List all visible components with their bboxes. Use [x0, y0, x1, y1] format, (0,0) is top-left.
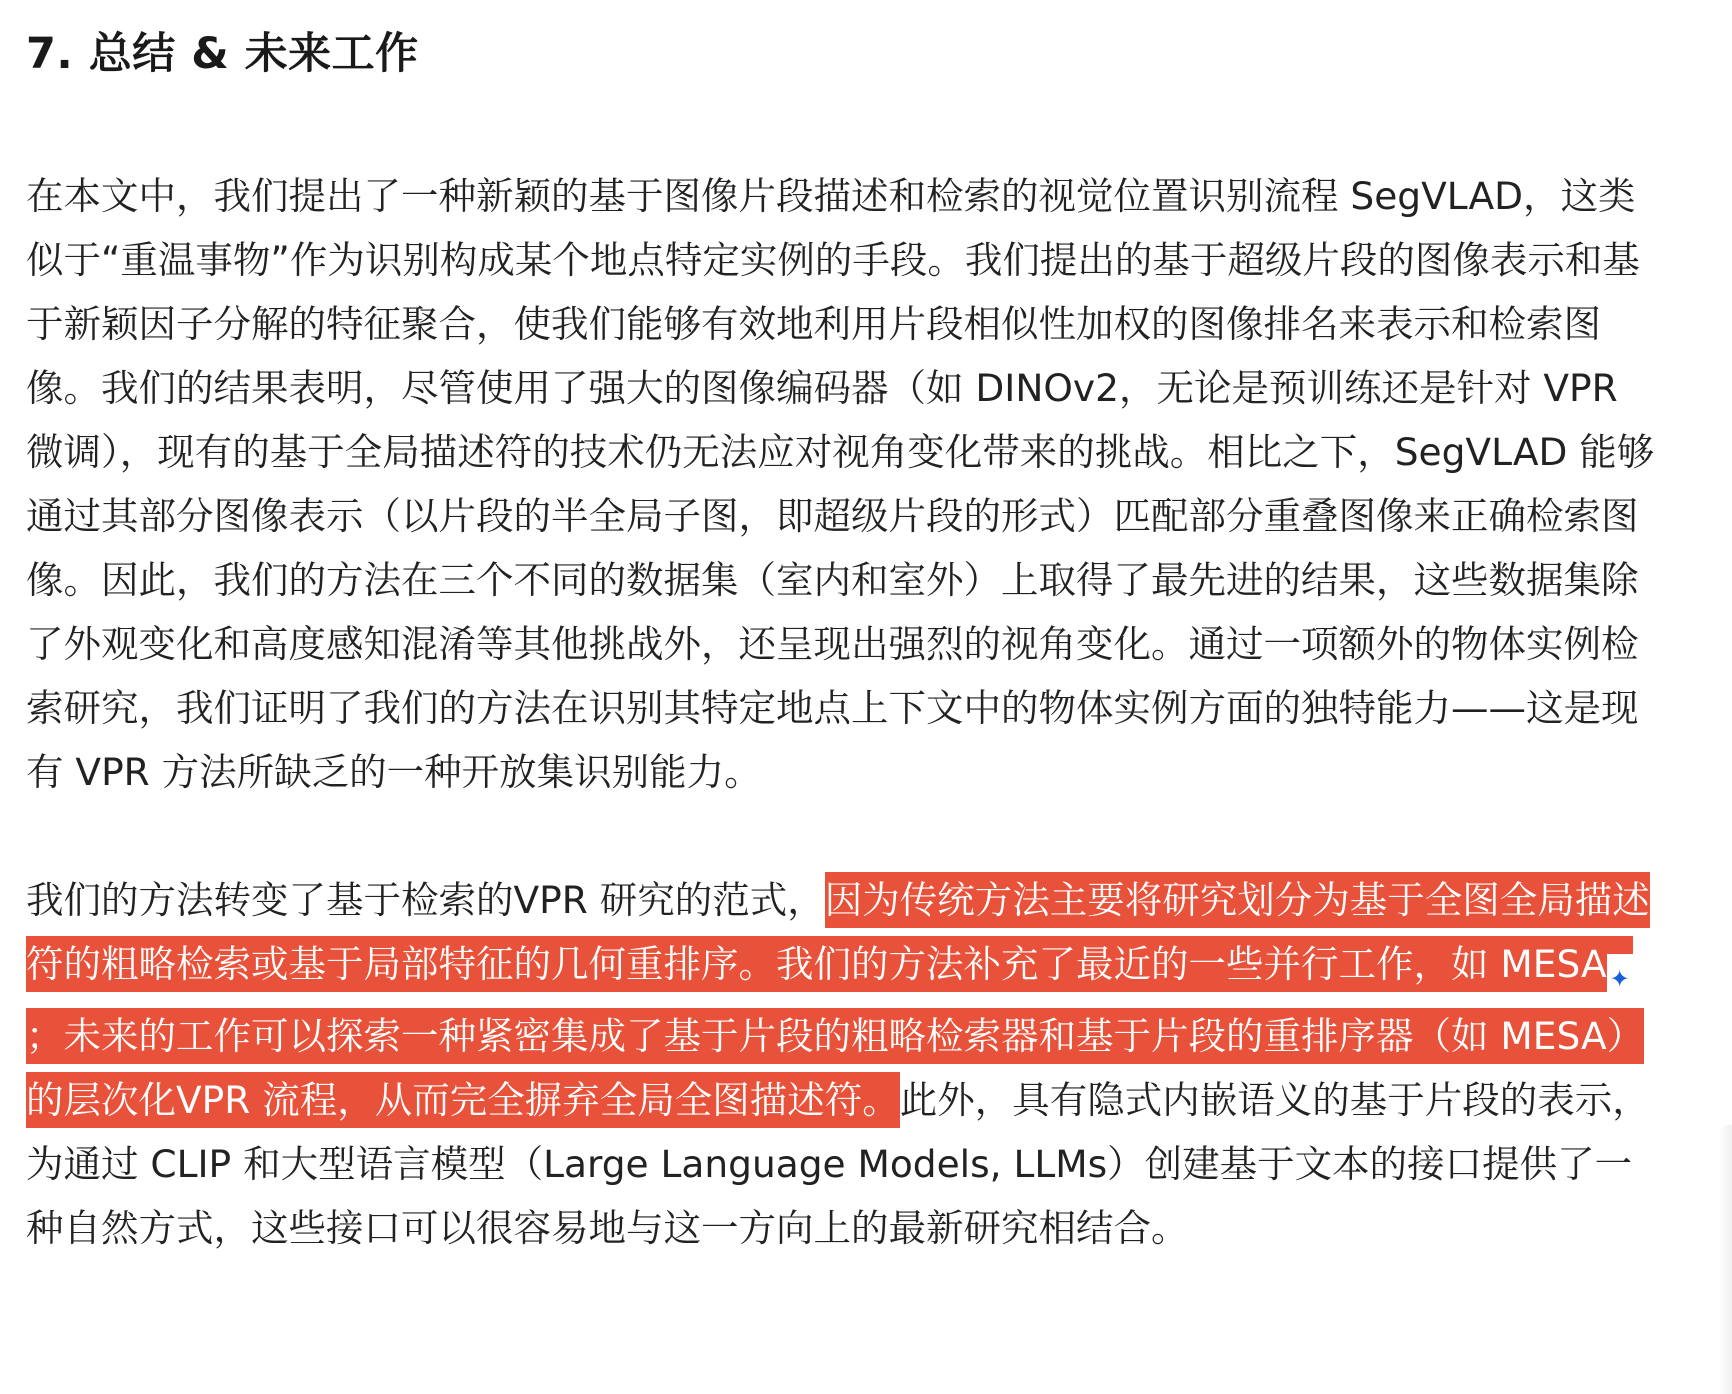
future-work-paragraph: [26, 868, 1666, 1260]
highlighted-text-part-1[interactable]: 因为传统方法主要将研究划分为基于全图全局描述符的粗略检索或基于局部特征的几何重排序。我们的方法补充了最近的一些并行工作，如 MESA: [26, 878, 1650, 986]
paragraph-lead-text: 我们的方法转变了基于检索的VPR 研究的范式，: [26, 878, 825, 922]
sparkle-reference-icon[interactable]: ✦: [1607, 954, 1633, 1004]
section-heading: 7. 总结 & 未来工作: [26, 29, 419, 79]
side-panel-edge: [1718, 1125, 1732, 1394]
conclusion-paragraph: 在本文中，我们提出了一种新颖的基于图像片段描述和检索的视觉位置识别流程 SegVLAD，这类似于“重温事物”作为识别构成某个地点特定实例的手段。我们提出的基于超级片段的图像表示和基于新颖因子分解的特征聚合，使我们能够有效地利用片段相似性加权的图像排名来表示和检索图像。我们的结果表明，尽管使用了强大的图像编码器（如 DINOv2，无论是预训练还是针对 VPR 微调），现有的基于全局描述符的技术仍无法应对视角变化带来的挑战。相比之下，SegVLAD 能够通过其部分图像表示（以片段的半全局子图，即超级片段的形式）匹配部分重叠图像来正确检索图像。因此，我们的方法在三个不同的数据集（室内和室外）上取得了最先进的结果，这些数据集除了外观变化和高度感知混淆等其他挑战外，还呈现出强烈的视角变化。通过一项额外的物体实例检索研究，我们证明了我们的方法在识别其特定地点上下文中的物体实例方面的独特能力——这是现有 VPR 方法所缺乏的一种开放集识别能力。: [26, 174, 1655, 794]
paragraph-tail-text: 此外，具有隐式内嵌语义的基于片段的表示，为通过 CLIP 和大型语言模型（Large Language Models, LLMs）创建基于文本的接口提供了一种自然方式，这些接口可以很容易地与这一方向上的最新研究相结合。: [26, 1078, 1650, 1250]
highlighted-text-part-2[interactable]: ；未来的工作可以探索一种紧密集成了基于片段的粗略检索器和基于片段的重排序器（如 MESA）的层次化VPR 流程，从而完全摒弃全局全图描述符。: [26, 1014, 1645, 1122]
article-content: [26, 20, 1666, 1260]
